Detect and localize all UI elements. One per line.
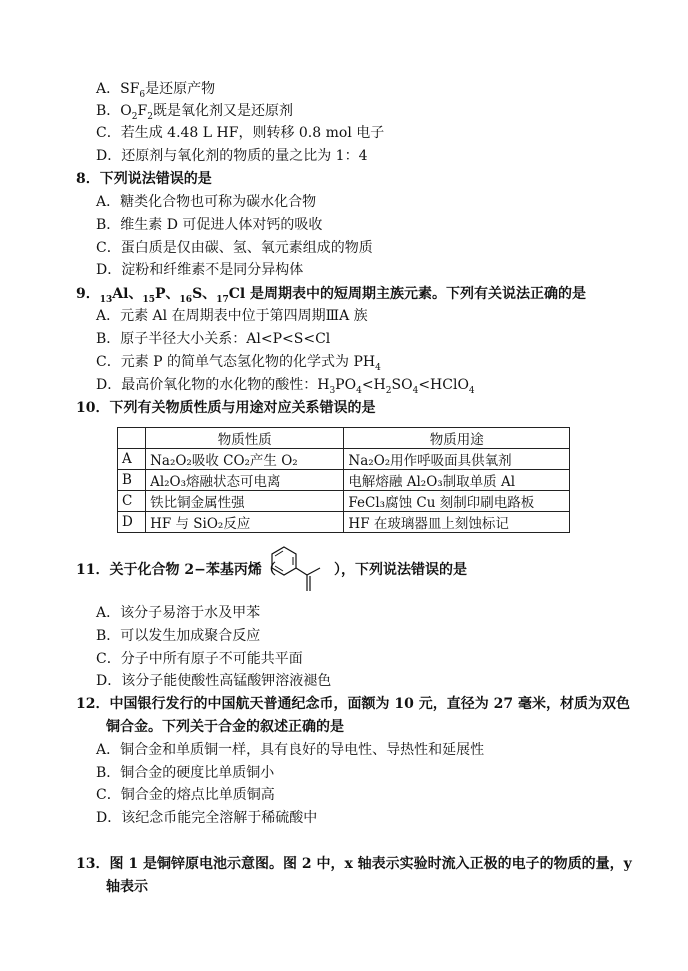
q7-option-d: D．还原剂与氧化剂的物质的量之比为 1：4 bbox=[96, 148, 368, 164]
q8-option-c: C．蛋白质是仅由碳、氢、氧元素组成的物质 bbox=[96, 240, 373, 256]
q8-option-a: A．糖类化合物也可称为碳水化合物 bbox=[96, 194, 317, 210]
q13-stem-line1: 13．图 1 是铜锌原电池示意图。图 2 中，x 轴表示实验时流入正极的电子的物质的量，y bbox=[76, 856, 632, 872]
row-key: D bbox=[118, 512, 146, 533]
row-use: Na₂O₂用作呼吸面具供氧剂 bbox=[344, 449, 570, 470]
table-row bbox=[118, 449, 570, 470]
q11-option-b: B．可以发生加成聚合反应 bbox=[96, 628, 261, 644]
q11-stem-left: 11．关于化合物 2−苯基丙烯（ bbox=[76, 562, 276, 578]
q11-stem-right: ），下列说法错误的是 bbox=[334, 562, 467, 578]
row-property: Na₂O₂吸收 CO₂产生 O₂ bbox=[146, 449, 344, 470]
row-key: B bbox=[118, 470, 146, 491]
q12-option-b: B．铜合金的硬度比单质铜小 bbox=[96, 765, 275, 781]
row-property: 铁比铜金属性强 bbox=[146, 491, 344, 512]
row-use: FeCl₃腐蚀 Cu 刻制印刷电路板 bbox=[344, 491, 570, 512]
table-header-row bbox=[118, 428, 570, 449]
q9-stem: 9．$_{13}$Al、$_{15}$P、$_{16}$S、$_{17}$Cl 是周期表中的短周期主族元素。下列有关说法正确的是 bbox=[76, 286, 587, 305]
header-property: 物质性质 bbox=[146, 428, 344, 449]
row-key: C bbox=[118, 491, 146, 512]
q9-option-d: D．最高价氧化物的水化物的酸性：$H_3PO_4<H_2SO_4<HClO_4$ bbox=[96, 377, 475, 396]
q12-option-c: C．铜合金的熔点比单质铜高 bbox=[96, 787, 275, 803]
header-use: 物质用途 bbox=[344, 428, 570, 449]
q11-option-c: C．分子中所有原子不可能共平面 bbox=[96, 651, 303, 667]
q12-option-d: D．该纪念币能完全溶解于稀硫酸中 bbox=[96, 810, 318, 826]
header-blank bbox=[118, 428, 146, 449]
q8-option-d: D．淀粉和纤维素不是同分异构体 bbox=[96, 262, 304, 278]
property-use-table bbox=[117, 427, 570, 533]
row-property: HF 与 SiO₂反应 bbox=[146, 512, 344, 533]
q9-option-a: A．元素 Al 在周期表中位于第四周期ⅢA 族 bbox=[96, 308, 368, 324]
row-key: A bbox=[118, 449, 146, 470]
q7-option-b: B．$O_2F_2$既是氧化剂又是还原剂 bbox=[96, 103, 293, 122]
q7-option-a: A．$SF_6$是还原产物 bbox=[96, 81, 216, 100]
q11-option-a: A．该分子易溶于水及甲苯 bbox=[96, 605, 261, 621]
table-row bbox=[118, 491, 570, 512]
q13-stem-line2: 轴表示 bbox=[106, 879, 148, 895]
q12-stem-line1: 12．中国银行发行的中国航天普通纪念币，面额为 10 元，直径为 27 毫米，材质为双色 bbox=[76, 696, 630, 712]
table-row bbox=[118, 470, 570, 491]
q12-option-a: A．铜合金和单质铜一样，具有良好的导电性、导热性和延展性 bbox=[96, 742, 485, 758]
q12-stem-line2: 铜合金。下列关于合金的叙述正确的是 bbox=[106, 719, 344, 735]
phenylpropene-structure bbox=[266, 544, 328, 594]
row-property: Al₂O₃熔融状态可电离 bbox=[146, 470, 344, 491]
q11-option-d: D．该分子能使酸性高锰酸钾溶液褪色 bbox=[96, 673, 332, 689]
row-use: 电解熔融 Al₂O₃制取单质 Al bbox=[344, 470, 570, 491]
q8-option-b: B．维生素 D 可促进人体对钙的吸收 bbox=[96, 217, 323, 233]
q8-stem: 8．下列说法错误的是 bbox=[76, 171, 212, 187]
q9-option-c: C．元素 P 的简单气态氢化物的化学式为 $PH_4$ bbox=[96, 354, 381, 373]
q9-option-b: B．原子半径大小关系：Al<P<S<Cl bbox=[96, 331, 331, 347]
table-row bbox=[118, 512, 570, 533]
q7-option-c: C．若生成 4.48 L HF，则转移 0.8 mol 电子 bbox=[96, 125, 385, 141]
q10-stem: 10．下列有关物质性质与用途对应关系错误的是 bbox=[76, 400, 376, 416]
row-use: HF 在玻璃器皿上刻蚀标记 bbox=[344, 512, 570, 533]
